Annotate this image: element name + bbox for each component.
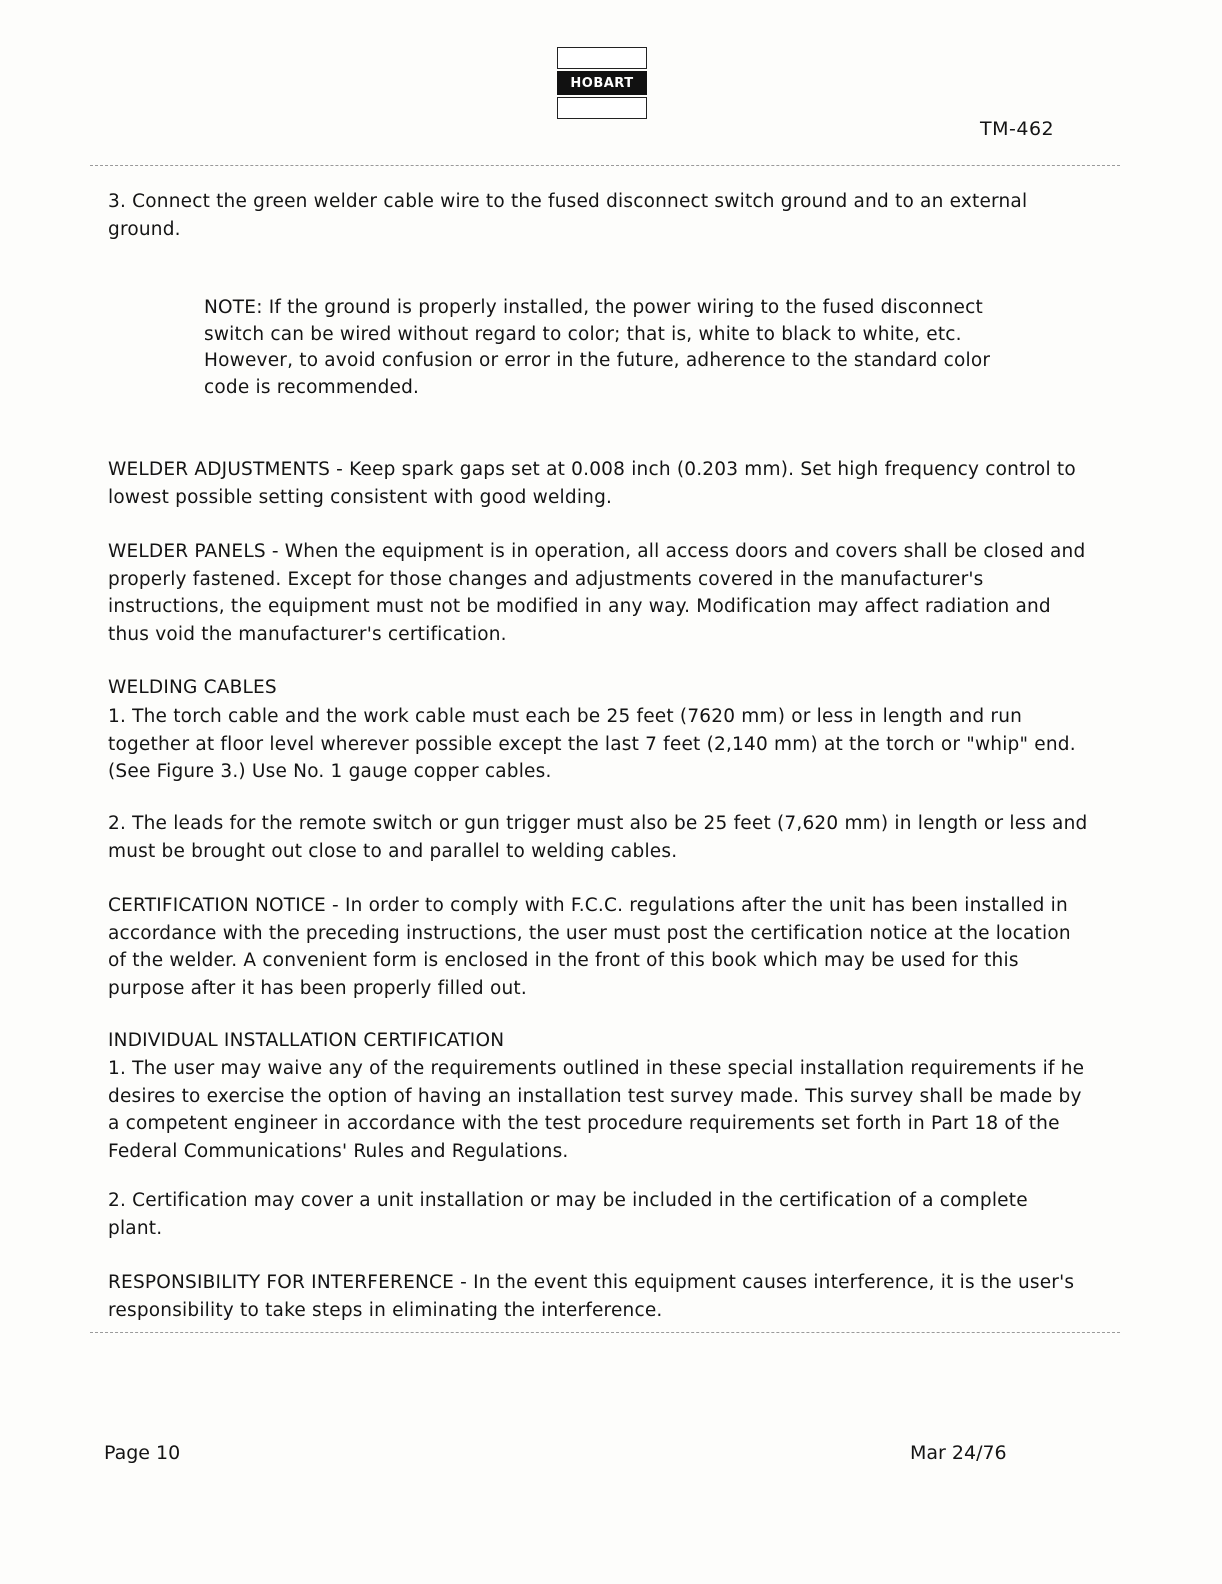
logo-bottom-box	[557, 97, 647, 119]
logo-brand-text: HOBART	[557, 71, 647, 95]
welding-cables-item-1: 1. The torch cable and the work cable must each be 25 feet (7620 mm) or less in length and run together at floor level wherever possible except the last 7 feet (2,140 mm) at the torch or "whip" end. (See Figure 3.) Use No. 1 gauge copper cables.	[108, 706, 1076, 782]
top-divider	[90, 165, 1120, 166]
welder-adjustments-paragraph: WELDER ADJUSTMENTS - Keep spark gaps set at 0.008 inch (0.203 mm). Set high frequency control to lowest possible setting consistent with good welding.	[108, 459, 1076, 508]
revision-date: Mar 24/76	[910, 1442, 1007, 1464]
bottom-divider	[90, 1332, 1120, 1333]
responsibility-paragraph: RESPONSIBILITY FOR INTERFERENCE - In the event this equipment causes interference, it is the user's responsibility to take steps in eliminating the interference.	[108, 1272, 1075, 1321]
welding-cables-heading: WELDING CABLES	[108, 677, 277, 698]
hobart-logo	[557, 47, 647, 119]
step-3-paragraph: 3. Connect the green welder cable wire to the fused disconnect switch ground and to an external ground.	[108, 191, 1028, 240]
certification-notice-paragraph: CERTIFICATION NOTICE - In order to comply with F.C.C. regulations after the unit has been installed in accordance with the preceding instructions, the user must post the certification notice at the location of the welder. A convenient form is enclosed in the front of this book which may be used for this purpose after it has been properly filled out.	[108, 895, 1071, 999]
individual-installation-heading: INDIVIDUAL INSTALLATION CERTIFICATION	[108, 1030, 505, 1051]
document-number: TM-462	[980, 118, 1055, 140]
individual-installation-item-1: 1. The user may waive any of the requirements outlined in these special installation requirements if he desires to exercise the option of having an installation test survey made. This survey shall be made by a competent engineer in accordance with the test procedure requirements set forth in Part 18 of the Federal Communications' Rules and Regulations.	[108, 1058, 1085, 1162]
note-paragraph: NOTE: If the ground is properly installed, the power wiring to the fused disconnect switch can be wired without regard to color; that is, white to black to white, etc. However, to avoid confusion or error in the future, adherence to the standard color code is recommended.	[204, 297, 991, 398]
page-number: Page 10	[104, 1442, 181, 1464]
welding-cables-item-2: 2. The leads for the remote switch or gun trigger must also be 25 feet (7,620 mm) in length or less and must be brought out close to and parallel to welding cables.	[108, 813, 1088, 862]
welder-panels-paragraph: WELDER PANELS - When the equipment is in operation, all access doors and covers shall be closed and properly fastened. Except for those changes and adjustments covered in the manufacturer's instructions, the equipment must not be modified in any way. Modification may affect radiation and thus void the manufacturer's certification.	[108, 541, 1086, 645]
individual-installation-item-2: 2. Certification may cover a unit installation or may be included in the certification of a complete plant.	[108, 1190, 1028, 1239]
logo-top-box	[557, 47, 647, 69]
